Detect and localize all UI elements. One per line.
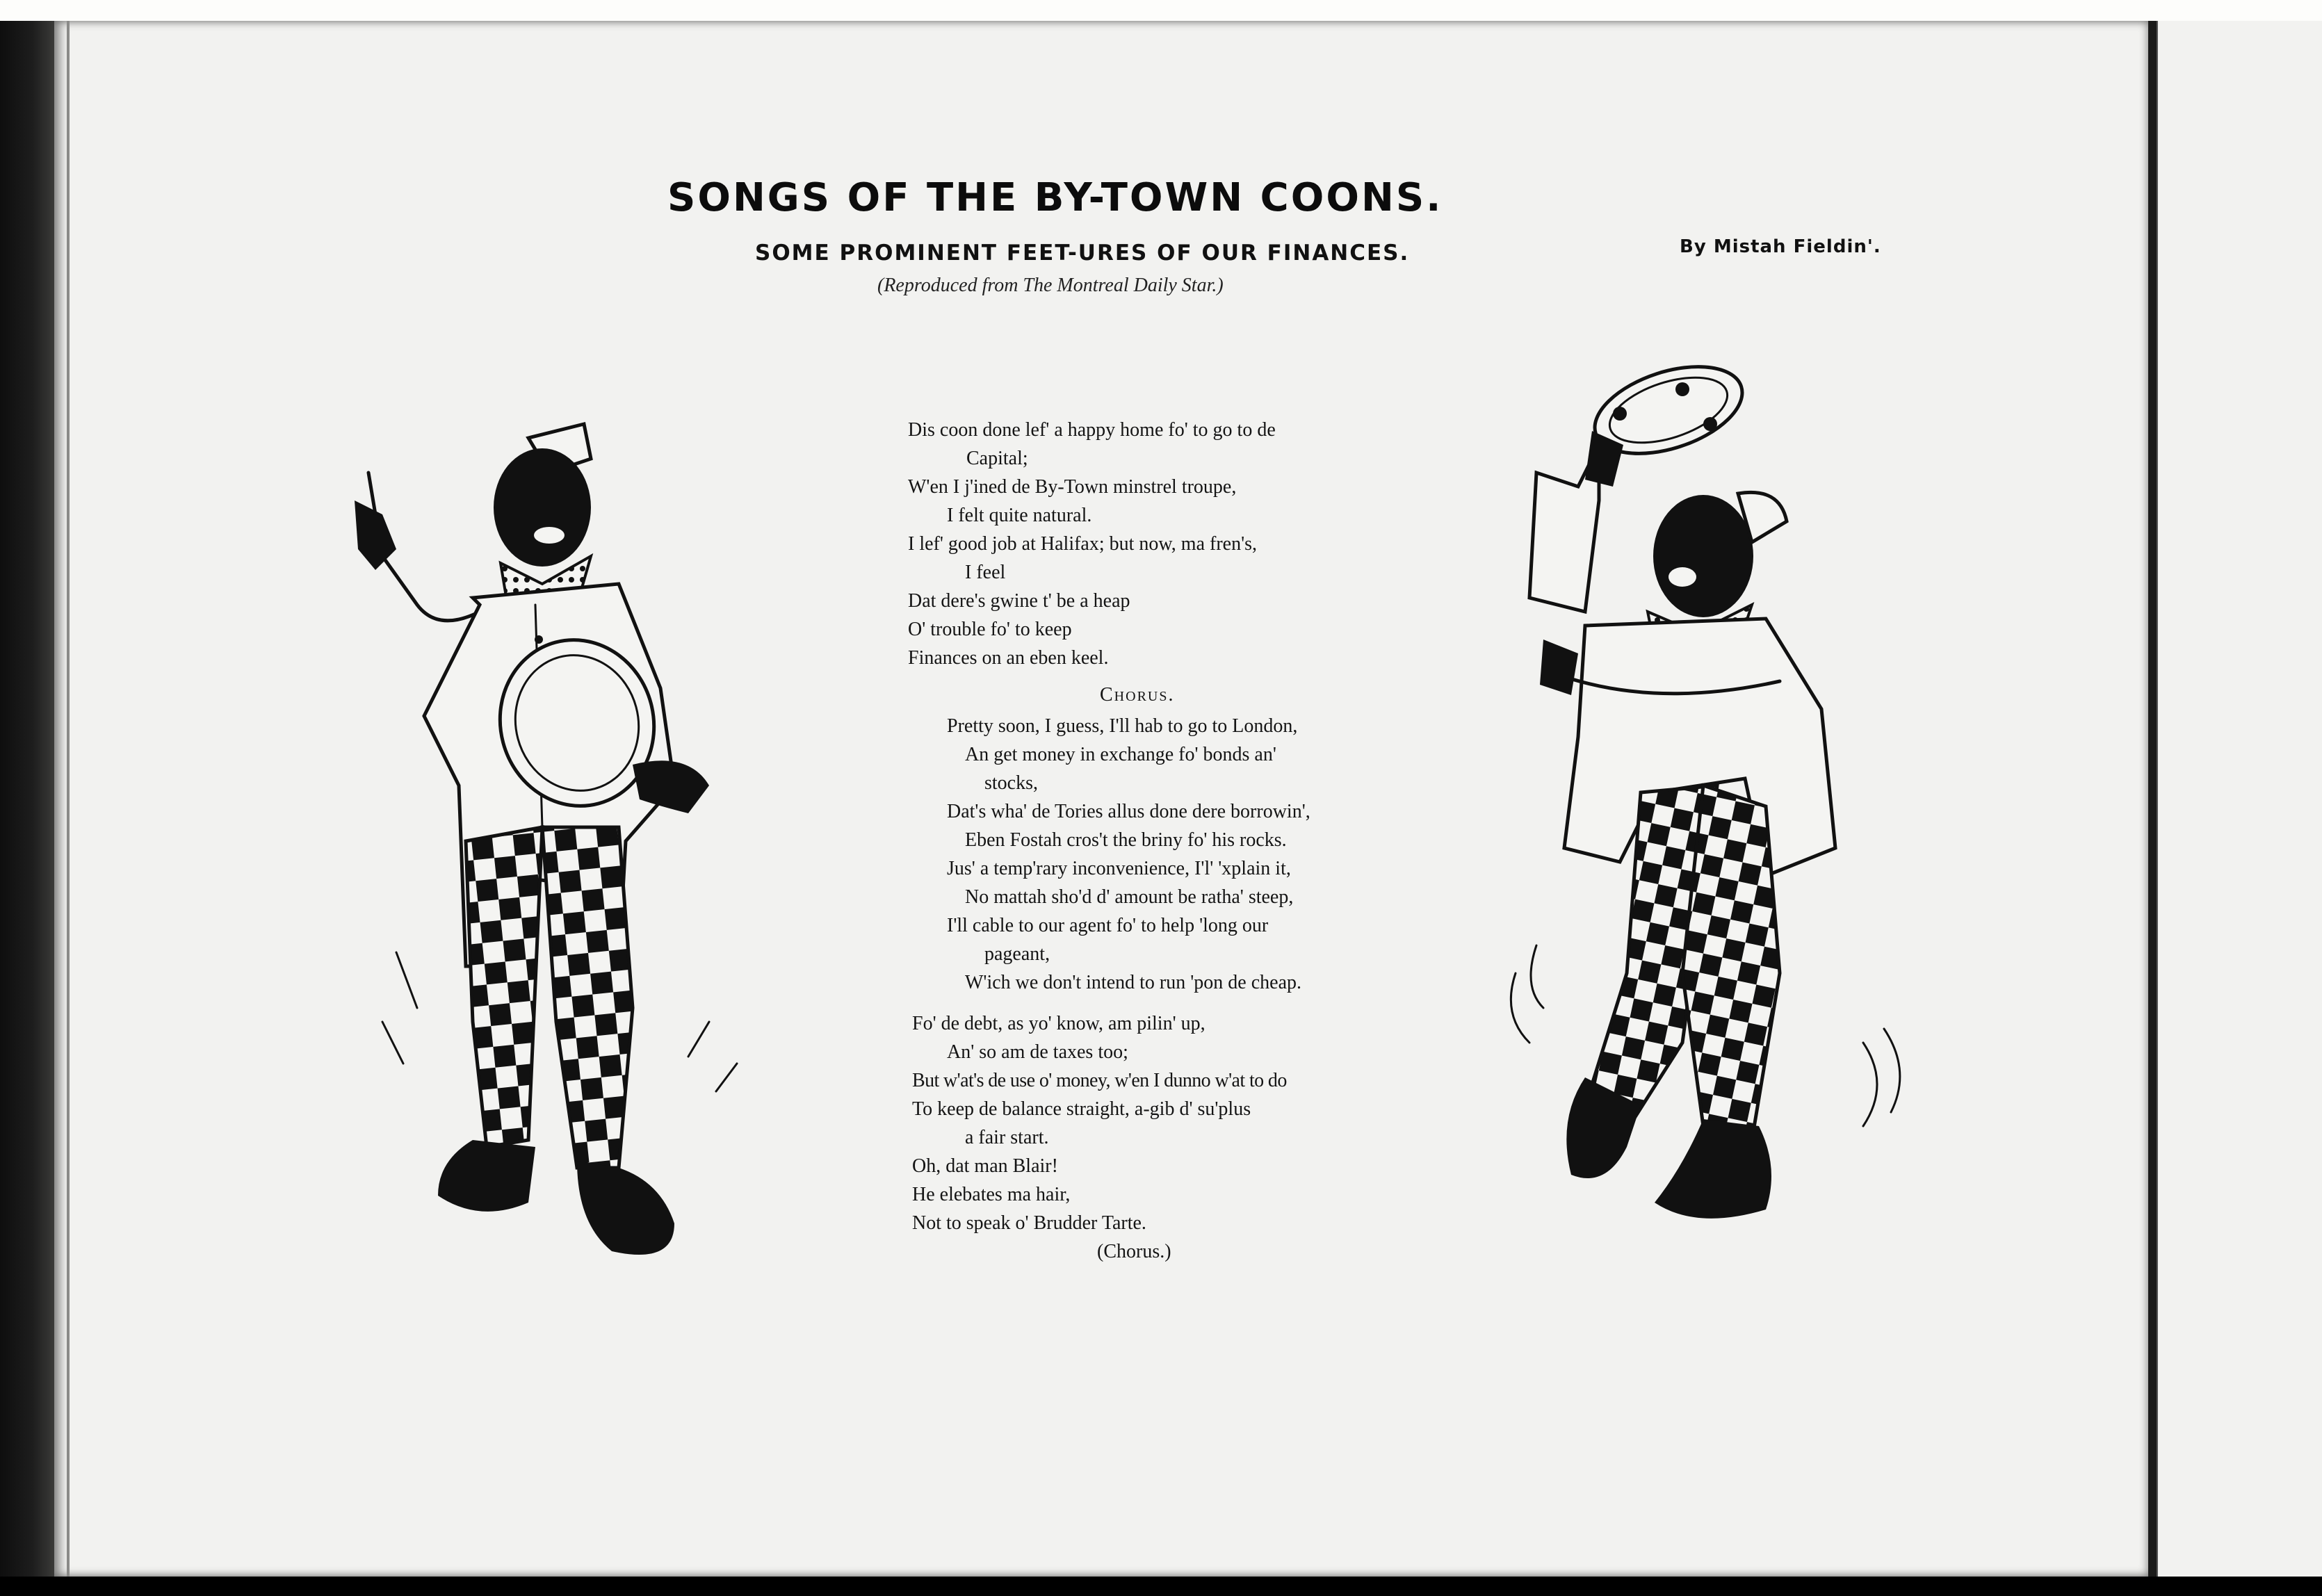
left-minstrel-illustration [299, 396, 799, 1314]
poem-line: He elebates ma hair, [912, 1184, 1071, 1205]
scan-top-margin [0, 0, 2322, 21]
poem-line: An get money in exchange fo' bonds an' [965, 744, 1276, 765]
poem-line: Dat dere's gwine t' be a heap [908, 590, 1130, 612]
poem [908, 416, 1395, 1266]
verse-2 [908, 1009, 1395, 1237]
verse-1 [908, 416, 1395, 672]
poem-line: Oh, dat man Blair! [912, 1155, 1058, 1177]
poem-line: W'en I j'ined de By-Town minstrel troupe, [908, 476, 1237, 498]
poem-line: Capital; [966, 448, 1028, 469]
poem-line: Pretty soon, I guess, I'll hab to go to London, [947, 715, 1298, 737]
poem-line: I felt quite natural. [947, 505, 1092, 526]
poem-line: Fo' de debt, as yo' know, am pilin' up, [912, 1013, 1205, 1034]
page-title: SONGS OF THE BY-TOWN COONS. [667, 175, 1443, 220]
poem-line: W'ich we don't intend to run 'pon de cheap. [965, 972, 1301, 993]
scan-left-edge [0, 21, 54, 1577]
page-binding-line [67, 21, 70, 1577]
poem-line: I feel [965, 562, 1006, 583]
poem-line: I'll cable to our agent fo' to help 'long our [947, 915, 1269, 936]
poem-line: a fair start. [965, 1127, 1049, 1148]
source-credit: (Reproduced from The Montreal Daily Star.) [877, 275, 1224, 296]
poem-line: An' so am de taxes too; [947, 1041, 1128, 1063]
poem-line: But w'at's de use o' money, w'en I dunno w'at to do [912, 1070, 1287, 1091]
chorus [908, 712, 1395, 997]
poem-line: Not to speak o' Brudder Tarte. [912, 1212, 1146, 1234]
scan-bottom-margin [0, 1577, 2322, 1596]
chorus-reprise: (Chorus.) [1097, 1241, 1171, 1262]
poem-line: Eben Fostah cros't the briny fo' his rocks. [965, 829, 1287, 851]
right-minstrel-drawing [1474, 348, 1933, 1321]
right-minstrel-illustration [1474, 348, 1933, 1321]
page-subtitle: SOME PROMINENT FEET-URES OF OUR FINANCES. [755, 241, 1410, 266]
poem-line: To keep de balance straight, a-gib d' su'plus [912, 1098, 1251, 1120]
poem-line: Jus' a temp'rary inconvenience, I'l' 'xplain it, [947, 858, 1291, 879]
poem-line: Dis coon done lef' a happy home fo' to go to de [908, 419, 1276, 441]
left-minstrel-drawing [299, 396, 799, 1314]
poem-line: stocks, [984, 772, 1038, 794]
stanza-gap [908, 997, 1395, 1009]
byline: By Mistah Fieldin'. [1680, 236, 1881, 257]
poem-line: O' trouble fo' to keep [908, 619, 1072, 640]
poem-line: I lef' good job at Halifax; but now, ma fren's, [908, 533, 1258, 555]
poem-line: pageant, [984, 943, 1050, 965]
poem-line: No mattah sho'd d' amount be ratha' steep, [965, 886, 1294, 908]
next-page-strip [2158, 21, 2322, 1577]
poem-line: Dat's wha' de Tories allus done dere borrowin', [947, 801, 1310, 822]
chorus-heading: Chorus. [1100, 684, 1175, 706]
poem-line: Finances on an eben keel. [908, 647, 1109, 669]
